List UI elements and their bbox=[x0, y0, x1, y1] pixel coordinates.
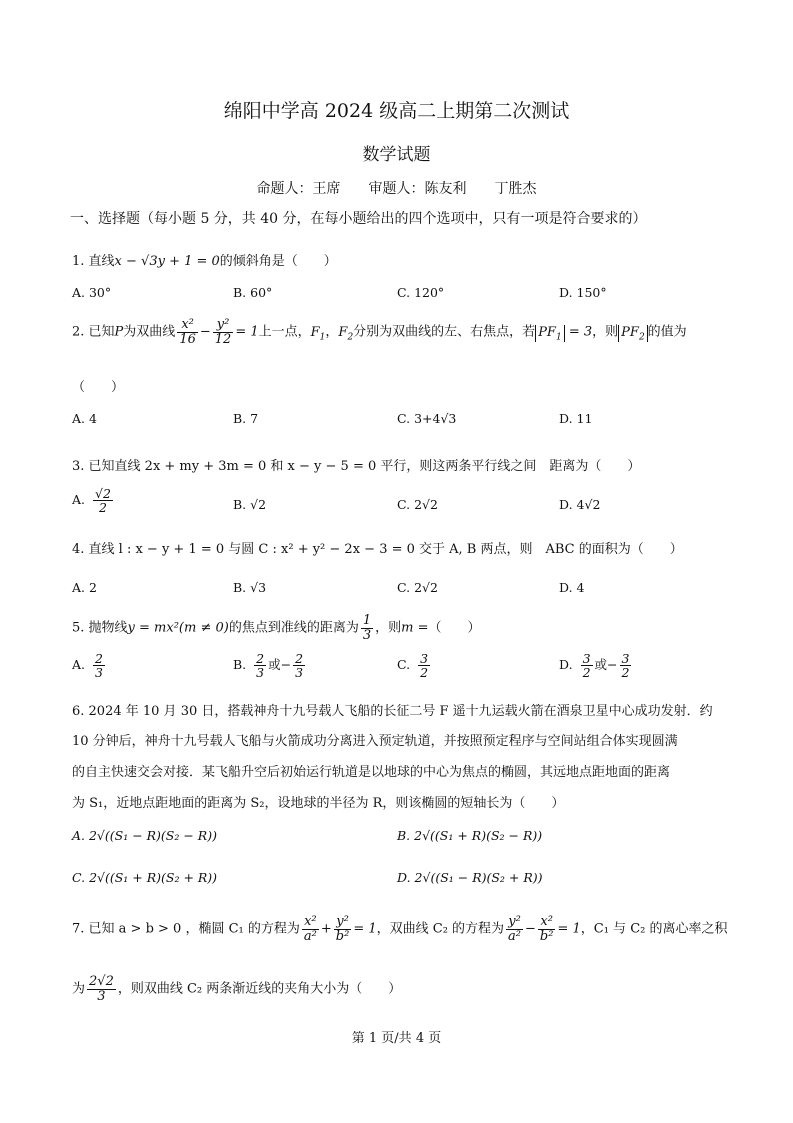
q6-option-a: A. 2√((S₁ − R)(S₂ − R)) bbox=[72, 828, 217, 843]
q2-option-a: A. 4 bbox=[72, 411, 97, 426]
q6-line-1: 6. 2024 年 10 月 30 日，搭载神舟十九号载人飞船的长征二号 F 遥十九运载火箭在酒泉卫星中心成功发射．约 bbox=[72, 704, 713, 719]
q6-line-3: 的自主快速交会对接．某飞船升空后初始运行轨道是以地球的中心为焦点的椭圆，其远地点距地面的距离 bbox=[72, 765, 671, 780]
section-heading: 一、选择题（每小题 5 分，共 40 分，在每小题给出的四个选项中，只有一项是符合要求的） bbox=[70, 211, 647, 227]
q5-option-c: C. $\frac{3}{2}$ bbox=[397, 651, 429, 681]
q3-option-c: C. 2√2 bbox=[397, 497, 438, 512]
q1-option-c: C. 120° bbox=[397, 285, 445, 300]
q4-option-b: B. √3 bbox=[233, 580, 267, 595]
q2-frac-y: $\frac{\text{y²}}{12}$ bbox=[214, 317, 232, 347]
subject-title: 数学试题 bbox=[362, 145, 431, 165]
q6-option-c: C. 2√((S₁ + R)(S₂ + R)) bbox=[72, 870, 218, 885]
q6-line-4: 为 S₁，近地点距地面的距离为 S₂，设地球的半径为 R，则该椭圆的短轴长为（ ） bbox=[72, 796, 565, 811]
q2-mid2: 上一点， bbox=[258, 324, 311, 340]
q2-option-d: D. 11 bbox=[559, 411, 593, 426]
q5-option-a: A. $\frac{2}{3}$ bbox=[72, 651, 103, 681]
q4-option-d: D. 4 bbox=[559, 580, 585, 595]
q1-tail: 的倾斜角是（ ） bbox=[219, 254, 337, 269]
question-7: 7. 已知 a > b > 0 ，椭圆 C₁ 的方程为 $\frac{\text{x²}}{\text{a²}}$ + $\frac{\text{y²}}{\text{b²}}$ = 1，双曲线 C₂ 的方程为 $\frac{\text{y²}}{\text{a²}}$ − $\frac{\text{x²}}{\text{b²}}$ = 1，C₁ 与 C₂ 的离心率之积 bbox=[72, 914, 728, 944]
question-3: 3. 已知直线 2x + my + 3m = 0 和 x − y − 5 = 0 平行，则这两条平行线之间 距离为（ ） bbox=[72, 459, 641, 474]
question-4: 4. 直线 l : x − y + 1 = 0 与圆 C : x² + y² − 2x − 3 = 0 交于 A, B 两点，则 ABC 的面积为（ ） bbox=[72, 542, 683, 557]
q2-pre: 2. 已知 bbox=[72, 324, 115, 340]
q2-mid4: ，则 bbox=[592, 324, 619, 340]
q3-option-a: A. $\frac{√2}{2}$ bbox=[72, 486, 111, 516]
question-7-line-2: 为 $\frac{2√2}{3}$ ，则双曲线 C₂ 两条渐近线的夹角大小为（ ） bbox=[72, 974, 402, 1004]
question-2: 2. 已知P为双曲线 $\frac{\text{x²}}{16}$ − $\frac{\text{y²}}{12}$ = 1上一点，$F_1$，$F_2$分别为双曲线的左、右焦点，若 $PF_1 = 3$，则 $PF_2$ 的值为 bbox=[72, 317, 687, 347]
question-5: 5. 抛物线y = mx²(m ≠ 0)的焦点到准线的距离为 $\frac{1}{3}$ ，则m =（ ） bbox=[72, 613, 481, 643]
q5-expr: y = mx²(m ≠ 0) bbox=[127, 620, 229, 636]
q1-option-d: D. 150° bbox=[559, 285, 607, 300]
q2-frac-x: $\frac{\text{x²}}{16}$ bbox=[179, 317, 196, 347]
q2-tail: 的值为 bbox=[647, 324, 687, 340]
page-footer: 第 1 页/共 4 页 bbox=[351, 1031, 442, 1046]
q6-line-2: 10 分钟后，神舟十九号载人飞船与火箭成功分离进入预定轨道，并按照预定程序与空间站组合体实现圆满 bbox=[72, 734, 678, 749]
q3-option-d: D. 4√2 bbox=[559, 497, 601, 512]
q2-p: P bbox=[114, 324, 124, 340]
q4-option-c: C. 2√2 bbox=[397, 580, 438, 595]
q2-option-b: B. 7 bbox=[233, 411, 259, 426]
q5-option-d: D. $\frac{3}{2}$ 或− $\frac{3}{2}$ bbox=[559, 651, 630, 681]
q2-paren: （ ） bbox=[72, 380, 125, 395]
q5-option-b: B. $\frac{2}{3}$ 或− $\frac{2}{3}$ bbox=[233, 651, 304, 681]
q1-option-b: B. 60° bbox=[233, 285, 273, 300]
q2-mid3: 分别为双曲线的左、右焦点，若 bbox=[353, 324, 536, 340]
q1-expr: x − √3y + 1 = 0 bbox=[114, 254, 220, 269]
question-1 bbox=[72, 250, 337, 269]
q4-option-a: A. 2 bbox=[72, 580, 97, 595]
q1-num: 1. 直线 bbox=[72, 254, 115, 269]
q6-option-b: B. 2√((S₁ + R)(S₂ − R)) bbox=[397, 828, 543, 843]
q2-mid1: 为双曲线 bbox=[123, 324, 176, 340]
authors-line: 命题人：王席 审题人：陈友利 丁胜杰 bbox=[256, 181, 537, 197]
q2-option-c: C. 3+4√3 bbox=[397, 411, 457, 426]
q1-option-a: A. 30° bbox=[72, 285, 112, 300]
q6-option-d: D. 2√((S₁ − R)(S₂ + R)) bbox=[397, 870, 543, 885]
page-title: 绵阳中学高 2024 级高二上期第二次测试 bbox=[223, 100, 570, 122]
q3-option-b: B. √2 bbox=[233, 497, 267, 512]
